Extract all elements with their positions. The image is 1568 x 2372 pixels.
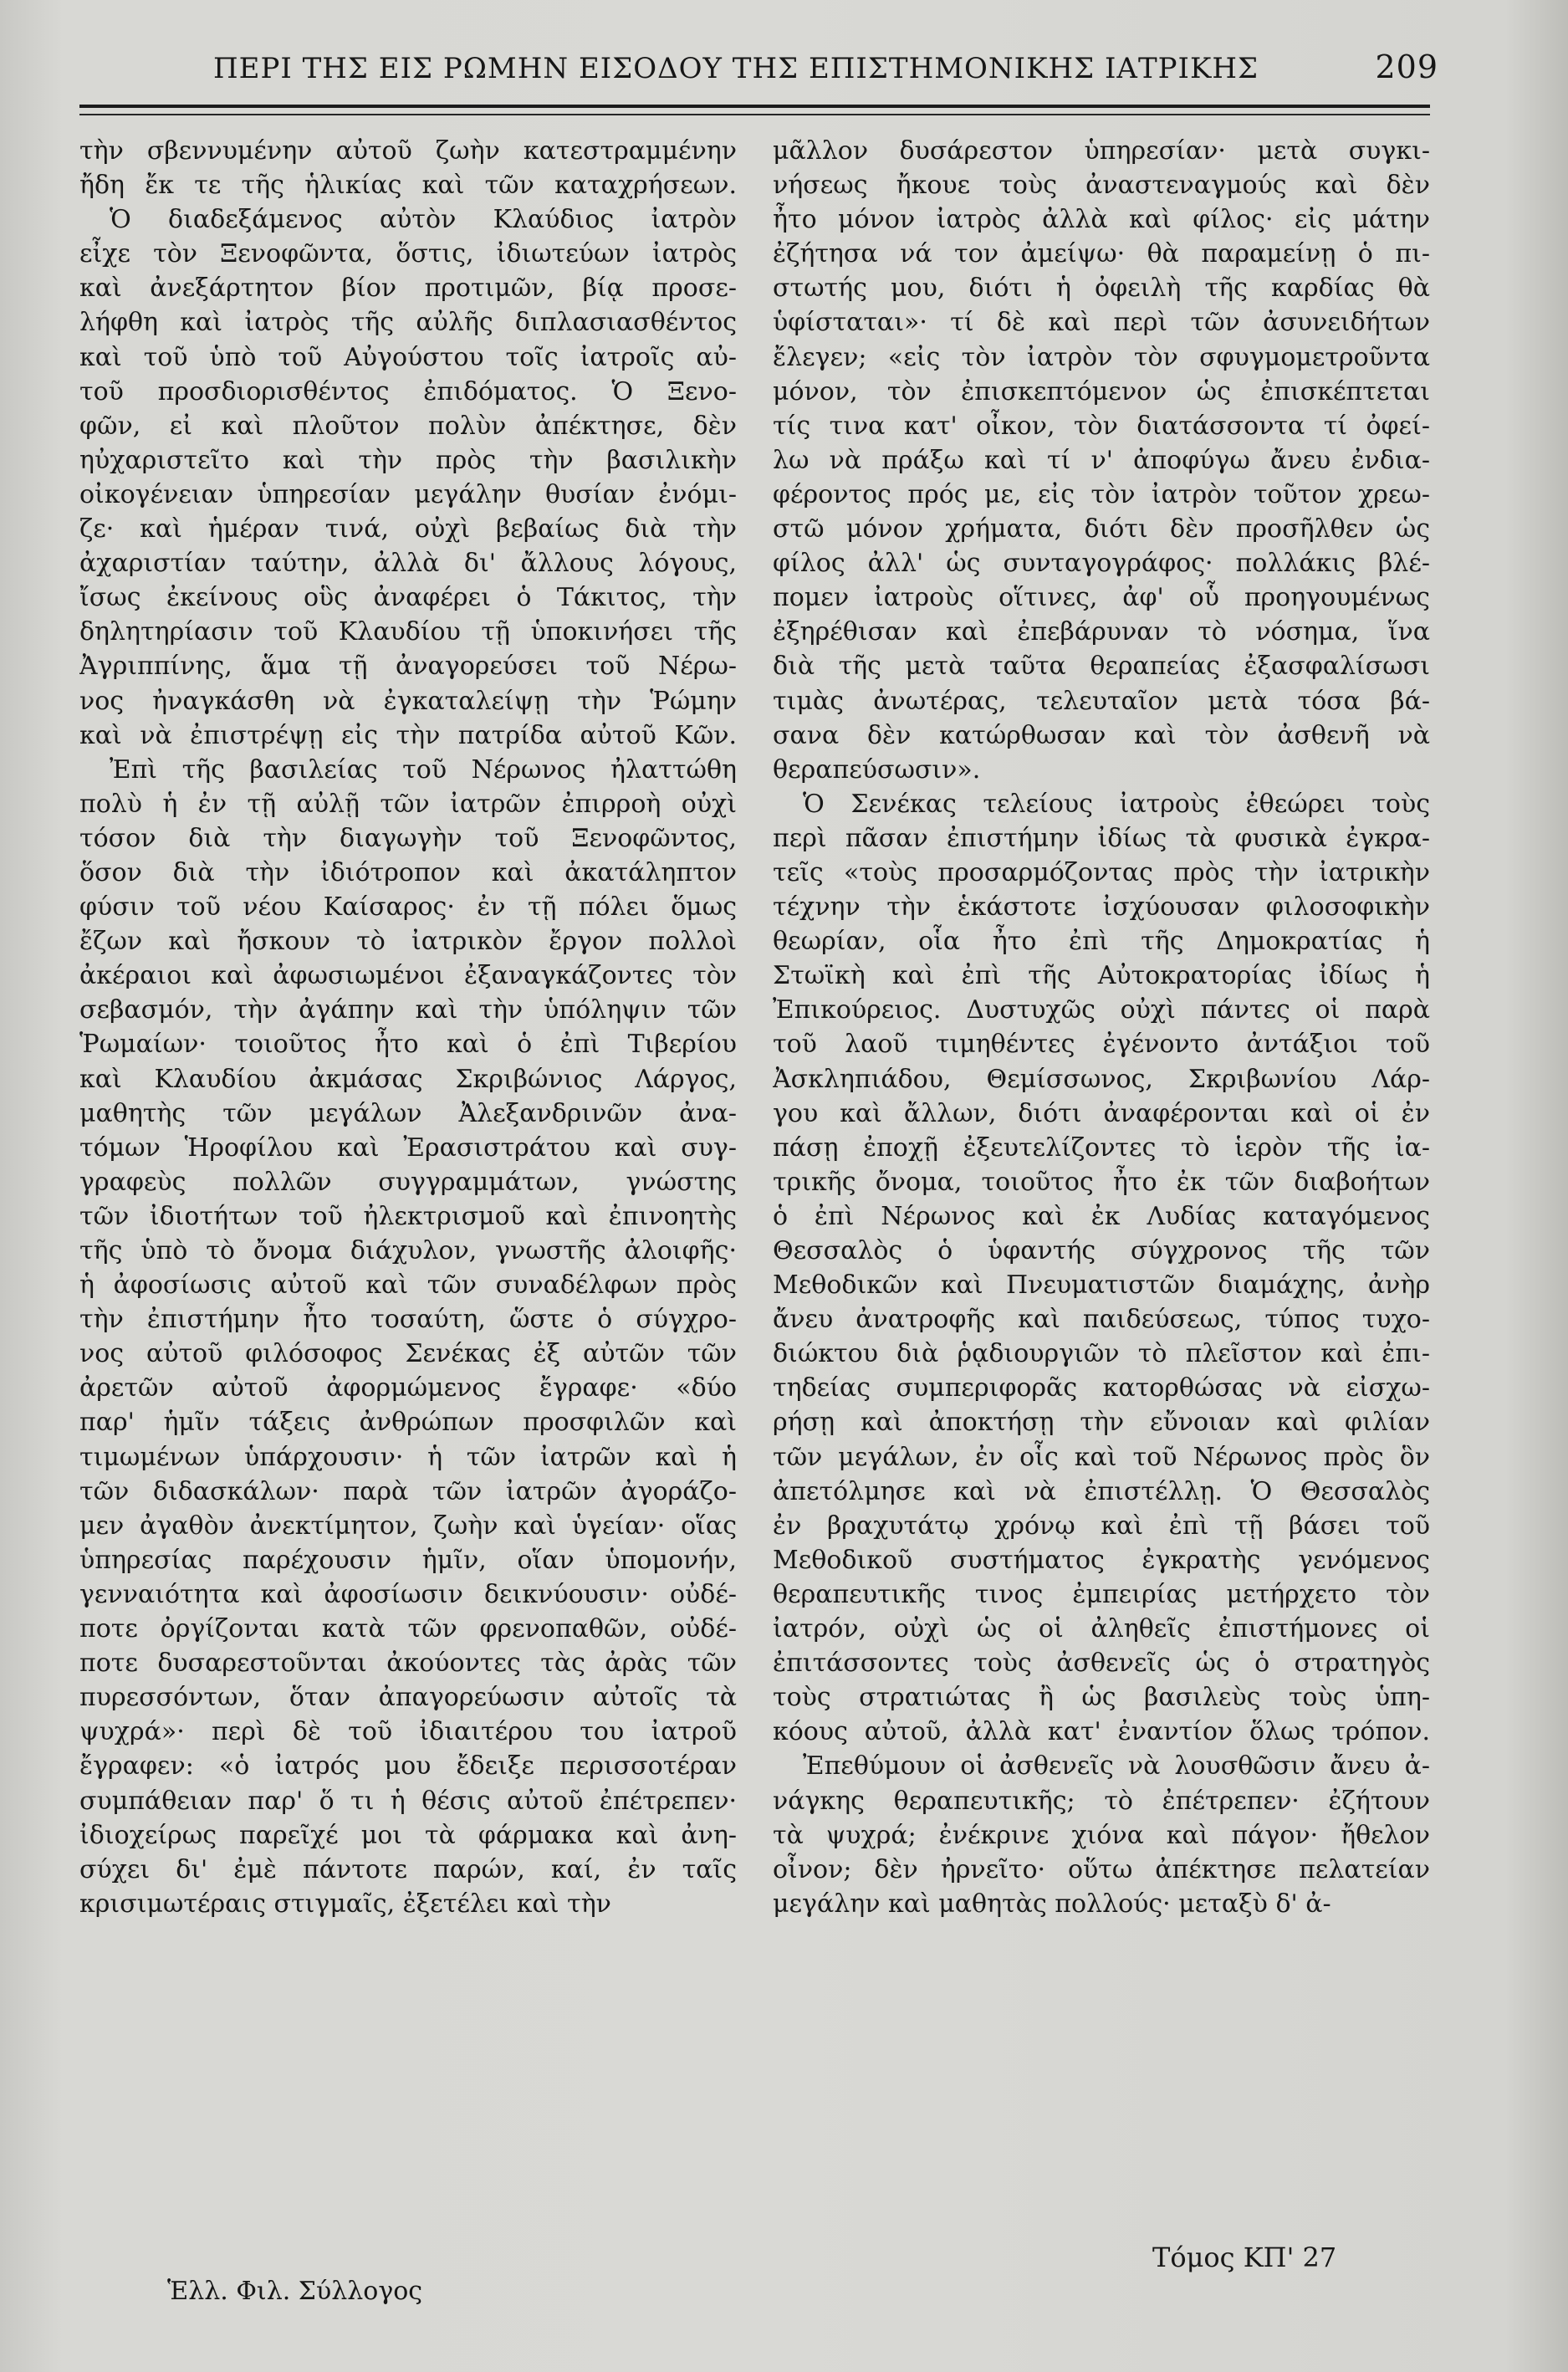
text-line: τιμωμένων ὑπάρχουσιν· ἡ τῶν ἰατρῶν καὶ ἡ [79,1442,737,1472]
text-line: τεῖς «τοὺς προσαρμόζοντας πρὸς τὴν ἰατρικὴν [773,857,1430,887]
text-line: εἶχε τὸν Ξενοφῶντα, ὅστις, ἰδιωτεύων ἰατρὸς [79,239,737,269]
text-line: καὶ ἀνεξάρτητον βίον προτιμῶν, βίᾳ προσε- [79,273,737,304]
text-line: ἰατρόν, οὐχὶ ὡς οἱ ἀληθεῖς ἐπιστήμονες οἱ [773,1614,1430,1644]
text-line: Ἀγριππίνης, ἅμα τῇ ἀναγορεύσει τοῦ Νέρω- [79,652,737,682]
text-line: ποτε δυσαρεστοῦνται ἀκούοντες τὰς ἀρὰς τῶν [79,1649,737,1679]
text-line: μόνον, τὸν ἐπισκεπτόμενον ὡς ἐπισκέπτεται [773,376,1430,406]
print-speck [1062,493,1068,499]
text-line: ἡ ἀφοσίωσις αὐτοῦ καὶ τῶν συναδέλφων πρὸς [79,1270,737,1301]
text-line: δηλητηρίασιν τοῦ Κλαυδίου τῇ ὑποκινήσει τῆς [79,617,737,647]
text-line: θεραπευτικῆς τινος ἐμπειρίας μετήρχετο τὸν [773,1579,1430,1609]
text-line: τῶν ἰδιοτήτων τοῦ ἠλεκτρισμοῦ καὶ ἐπινοητὴς [79,1201,737,1231]
text-line: ἰδιοχείρως παρεῖχέ μοι τὰ φάρμακα καὶ ἀνη- [79,1820,737,1850]
text-line: σανα δὲν κατώρθωσαν καὶ τὸν ἀσθενῆ νὰ [773,720,1430,750]
text-line: θεωρίαν, οἷα ἦτο ἐπὶ τῆς Δημοκρατίας ἡ [773,927,1430,957]
text-line: νος αὐτοῦ φιλόσοφος Σενέκας ἐξ αὐτῶν τῶν [79,1339,737,1369]
text-line: Στωϊκὴ καὶ ἐπὶ τῆς Αὐτοκρατορίας ἰδίως ἡ [773,961,1430,991]
text-line: ζε· καὶ ἡμέραν τινά, οὐχὶ βεβαίως διὰ τὴν [79,514,737,544]
text-line: παρ' ἡμῖν τάξεις ἀνθρώπων προσφιλῶν καὶ [79,1408,737,1438]
header-rule-thin [79,114,1430,115]
text-line: τέχνην τὴν ἑκάστοτε ἰσχύουσαν φιλοσοφικὴν [773,892,1430,923]
text-line: φίλος ἀλλ' ὡς συνταγογράφος· πολλάκις βλέ- [773,549,1430,579]
text-line: Ἐπικούρειος. Δυστυχῶς οὐχὶ πάντες οἱ παρὰ [773,995,1430,1025]
page-number: 209 [1375,49,1438,85]
text-line: ἀχαριστίαν ταύτην, ἀλλὰ δι' ἄλλους λόγους, [79,549,737,579]
text-line: ἤδη ἔκ τε τῆς ἡλικίας καὶ τῶν καταχρήσεων. [79,171,737,201]
text-line: ἐξηρέθισαν καὶ ἐπεβάρυναν τὸ νόσημα, ἵνα [773,617,1430,647]
text-line: μᾶλλον δυσάρεστον ὑπηρεσίαν· μετὰ συγκι- [773,136,1430,166]
text-line: μαθητὴς τῶν μεγάλων Ἀλεξανδρινῶν ἀνα- [79,1098,737,1128]
text-line: πάσῃ ἐποχῇ ἐξευτελίζοντες τὸ ἱερὸν τῆς ἰα- [773,1132,1430,1163]
text-line: Μεθοδικοῦ συστήματος ἐγκρατὴς γενόμενος [773,1545,1430,1575]
text-line: καὶ τοῦ ὑπὸ τοῦ Αὐγούστου τοῖς ἰατροῖς αὐ- [79,342,737,372]
text-line: καὶ Κλαυδίου ἀκμάσας Σκριβώνιος Λάργος, [79,1064,737,1094]
text-line: τόσον διὰ τὴν διαγωγὴν τοῦ Ξενοφῶντος, [79,823,737,853]
text-line: οἶνον; δὲν ἠρνεῖτο· οὕτω ἀπέκτησε πελατείαν [773,1854,1430,1884]
text-line: λήφθη καὶ ἰατρὸς τῆς αὐλῆς διπλασιασθέντος [79,308,737,338]
text-line: φέροντος πρός με, εἰς τὸν ἰατρὸν τοῦτον χρεω- [773,479,1430,509]
text-line: μεγάλην καὶ μαθητὰς πολλούς· μεταξὺ δ' ἀ- [773,1889,1331,1919]
text-line: Ἐπὶ τῆς βασιλείας τοῦ Νέρωνος ἠλαττώθη [110,754,737,785]
text-line: φύσιν τοῦ νέου Καίσαρος· ἐν τῇ πόλει ὅμως [79,892,737,923]
text-line: πολὺ ἡ ἐν τῇ αὐλῇ τῶν ἰατρῶν ἐπιρροὴ οὐχὶ [79,789,737,819]
text-line: σύχει δι' ἐμὲ πάντοτε παρών, καί, ἐν ταῖς [79,1854,737,1884]
text-line: κόους αὐτοῦ, ἀλλὰ κατ' ἐναντίον ὅλως τρόπον. [773,1717,1430,1747]
text-body [79,134,1430,2200]
text-line: τόμων Ἡροφίλου καὶ Ἐρασιστράτου καὶ συγ- [79,1132,737,1163]
text-line: νήσεως ἤκουε τοὺς ἀναστεναγμούς καὶ δὲν [773,171,1430,201]
text-line: νος ἠναγκάσθη νὰ ἐγκαταλείψῃ τὴν Ῥώμην [79,686,737,716]
text-line: ἐν βραχυτάτῳ χρόνῳ καὶ ἐπὶ τῇ βάσει τοῦ [773,1511,1430,1541]
text-line: κρισιμωτέραις στιγμαῖς, ἐξετέλει καὶ τὴν [79,1889,611,1919]
text-line: διώκτου διὰ ῥᾳδιουργιῶν τὸ πλεῖστον καὶ ἐπι- [773,1339,1430,1369]
text-line: ἔζων καὶ ἤσκουν τὸ ἰατρικὸν ἔργον πολλοὶ [79,927,737,957]
text-line: Ἐπεθύμουν οἱ ἀσθενεῖς νὰ λουσθῶσιν ἄνευ ἀ- [803,1751,1430,1782]
text-line: συμπάθειαν παρ' ὅ τι ἡ θέσις αὐτοῦ ἐπέτρεπεν· [79,1786,737,1816]
text-line: Ὁ διαδεξάμενος αὐτὸν Κλαύδιος ἰατρὸν [110,205,737,235]
right-column [773,134,1430,2200]
text-line: τῶν διδασκάλων· παρὰ τῶν ἰατρῶν ἀγοράζο- [79,1476,737,1506]
footer-society: Ἑλλ. Φιλ. Σύλλογος [167,2277,423,2306]
text-line: λω νὰ πράξω καὶ τί ν' ἀποφύγω ἄνευ ἐνδια- [773,445,1430,475]
text-line: ἔγραφεν: «ὁ ἰατρός μου ἔδειξε περισσοτέραν [79,1751,737,1782]
text-line: οἰκογένειαν ὑπηρεσίαν μεγάλην θυσίαν ἐνόμι- [79,479,737,509]
text-line: ἴσως ἐκείνους οὓς ἀναφέρει ὁ Τάκιτος, τὴν [79,583,737,613]
print-speck [318,1773,323,1778]
text-line: ηὐχαριστεῖτο καὶ τὴν πρὸς τὴν βασιλικὴν [79,445,737,475]
text-line: πομεν ἰατροὺς οἵτινες, ἀφ' οὗ προηγουμένως [773,583,1430,613]
text-line: πυρεσσόντων, ὅταν ἀπαγορεύωσιν αὐτοῖς τὰ [79,1683,737,1713]
text-line: τοῦ λαοῦ τιμηθέντες ἐγένοντο ἀντάξιοι τοῦ [773,1030,1430,1060]
text-line: γενναιότητα καὶ ἀφοσίωσιν δεικνύουσιν· οὐδέ- [79,1579,737,1609]
text-line: καὶ νὰ ἐπιστρέψῃ εἰς τὴν πατρίδα αὐτοῦ Κῶν. [79,720,737,750]
text-line: ἀπετόλμησε καὶ νὰ ἐπιστέλλῃ. Ὁ Θεσσαλὸς [773,1476,1430,1506]
text-line: ποτε ὀργίζονται κατὰ τῶν φρενοπαθῶν, οὐδέ- [79,1614,737,1644]
text-line: στωτής μου, διότι ἡ ὀφειλὴ τῆς καρδίας θὰ [773,273,1430,304]
text-line: τὴν ἐπιστήμην ἦτο τοσαύτη, ὥστε ὁ σύγχρο- [79,1305,737,1335]
text-line: ὁ ἐπὶ Νέρωνος καὶ ἐκ Λυδίας καταγόμενος [773,1201,1430,1231]
text-line: τοῦ προσδιορισθέντος ἐπιδόματος. Ὁ Ξενο- [79,376,737,406]
text-line: τοὺς στρατιώτας ἢ ὡς βασιλεὺς τοὺς ὑπη- [773,1683,1430,1713]
text-line: ἀκέραιοι καὶ ἀφωσιωμένοι ἐξαναγκάζοντες τὸν [79,961,737,991]
text-line: Μεθοδικῶν καὶ Πνευματιστῶν διαμάχης, ἀνὴρ [773,1270,1430,1301]
text-line: στῶ μόνον χρήματα, διότι δὲν προσῆλθεν ὡς [773,514,1430,544]
text-line: ἄνευ ἀνατροφῆς καὶ παιδεύσεως, τύπος τυχο- [773,1305,1430,1335]
text-line: τὰ ψυχρά; ἐνέκρινε χιόνα καὶ πάγον· ἤθελον [773,1820,1430,1850]
text-line: τίς τινα κατ' οἶκον, τὸν διατάσσοντα τί ὀφεί- [773,411,1430,441]
text-line: τὴν σβεννυμένην αὐτοῦ ζωὴν κατεστραμμένην [79,136,737,166]
text-line: ὑφίσταται»· τί δὲ καὶ περὶ τῶν ἀσυνειδήτων [773,308,1430,338]
text-line: τιμὰς ἀνωτέρας, τελευταῖον μετὰ τόσα βά- [773,686,1430,716]
footer-volume: Τόμος ΚΠ' 27 [1152,2242,1337,2273]
text-line: γου καὶ ἄλλων, διότι ἀναφέρονται καὶ οἱ ἐν [773,1098,1430,1128]
text-line: μεν ἀγαθὸν ἀνεκτίμητον, ζωὴν καὶ ὑγείαν· οἵας [79,1511,737,1541]
text-line: ὑπηρεσίας παρέχουσιν ἡμῖν, οἵαν ὑπομονήν, [79,1545,737,1575]
text-line: Ἀσκληπιάδου, Θεμίσσωνος, Σκριβωνίου Λάρ- [773,1064,1430,1094]
text-line: σεβασμόν, τὴν ἀγάπην καὶ τὴν ὑπόληψιν τῶν [79,995,737,1025]
text-line: Ῥωμαίων· τοιοῦτος ἦτο καὶ ὁ ἐπὶ Τιβερίου [79,1030,737,1060]
running-header [213,49,1438,99]
text-line: περὶ πᾶσαν ἐπιστήμην ἰδίως τὰ φυσικὰ ἐγκρα- [773,823,1430,853]
text-line: ἐζήτησα νά τον ἀμείψω· θὰ παραμείνῃ ὁ πι- [773,239,1430,269]
left-column [79,134,737,2200]
text-line: τηδείας συμπεριφορᾶς κατορθώσας νὰ εἰσχω- [773,1373,1430,1403]
text-line: ἦτο μόνον ἰατρὸς ἀλλὰ καὶ φίλος· εἰς μάτην [773,205,1430,235]
text-line: θεραπεύσωσιν». [773,754,981,785]
text-line: ρήσῃ καὶ ἀποκτήσῃ τὴν εὔνοιαν καὶ φιλίαν [773,1408,1430,1438]
text-line: ἐπιτάσσοντες τοὺς ἀσθενεῖς ὡς ὁ στρατηγὸς [773,1649,1430,1679]
header-rule-thick [79,105,1430,108]
text-line: νάγκης θεραπευτικῆς; τὸ ἐπέτρεπεν· ἐζήτουν [773,1786,1430,1816]
text-line: Θεσσαλὸς ὁ ὑφαντής σύγχρονος τῆς τῶν [773,1236,1430,1265]
text-line: διὰ τῆς μετὰ ταῦτα θεραπείας ἐξασφαλίσωσι [773,652,1430,682]
running-title: ΠΕΡΙ ΤΗΣ ΕΙΣ ΡΩΜΗΝ ΕΙΣΟΔΟΥ ΤΗΣ ΕΠΙΣΤΗΜΟΝΙΚΗΣ ΙΑΤΡΙΚΗΣ [213,52,1259,85]
text-line: ἔλεγεν; «εἰς τὸν ἰατρὸν τὸν σφυγμομετροῦντα [773,342,1430,372]
text-line: φῶν, εἰ καὶ πλοῦτον πολὺν ἀπέκτησε, δὲν [79,411,737,441]
text-line: τρικῆς ὄνομα, τοιοῦτος ἦτο ἐκ τῶν διαβοήτων [773,1167,1430,1197]
text-line: Ὁ Σενέκας τελείους ἰατροὺς ἐθεώρει τοὺς [803,789,1430,819]
text-line: ὅσον διὰ τὴν ἰδιότροπον καὶ ἀκατάληπτον [79,857,737,887]
text-line: τῶν μεγάλων, ἐν οἷς καὶ τοῦ Νέρωνος πρὸς ὃν [773,1442,1430,1472]
text-line: ψυχρά»· περὶ δὲ τοῦ ἰδιαιτέρου του ἰατροῦ [79,1717,737,1747]
text-line: τῆς ὑπὸ τὸ ὄνομα διάχυλον, γνωστῆς ἀλοιφῆς· [79,1236,737,1265]
text-line: γραφεὺς πολλῶν συγγραμμάτων, γνώστης [79,1167,737,1197]
text-line: ἀρετῶν αὐτοῦ ἀφορμώμενος ἔγραφε· «δύο [79,1373,737,1403]
